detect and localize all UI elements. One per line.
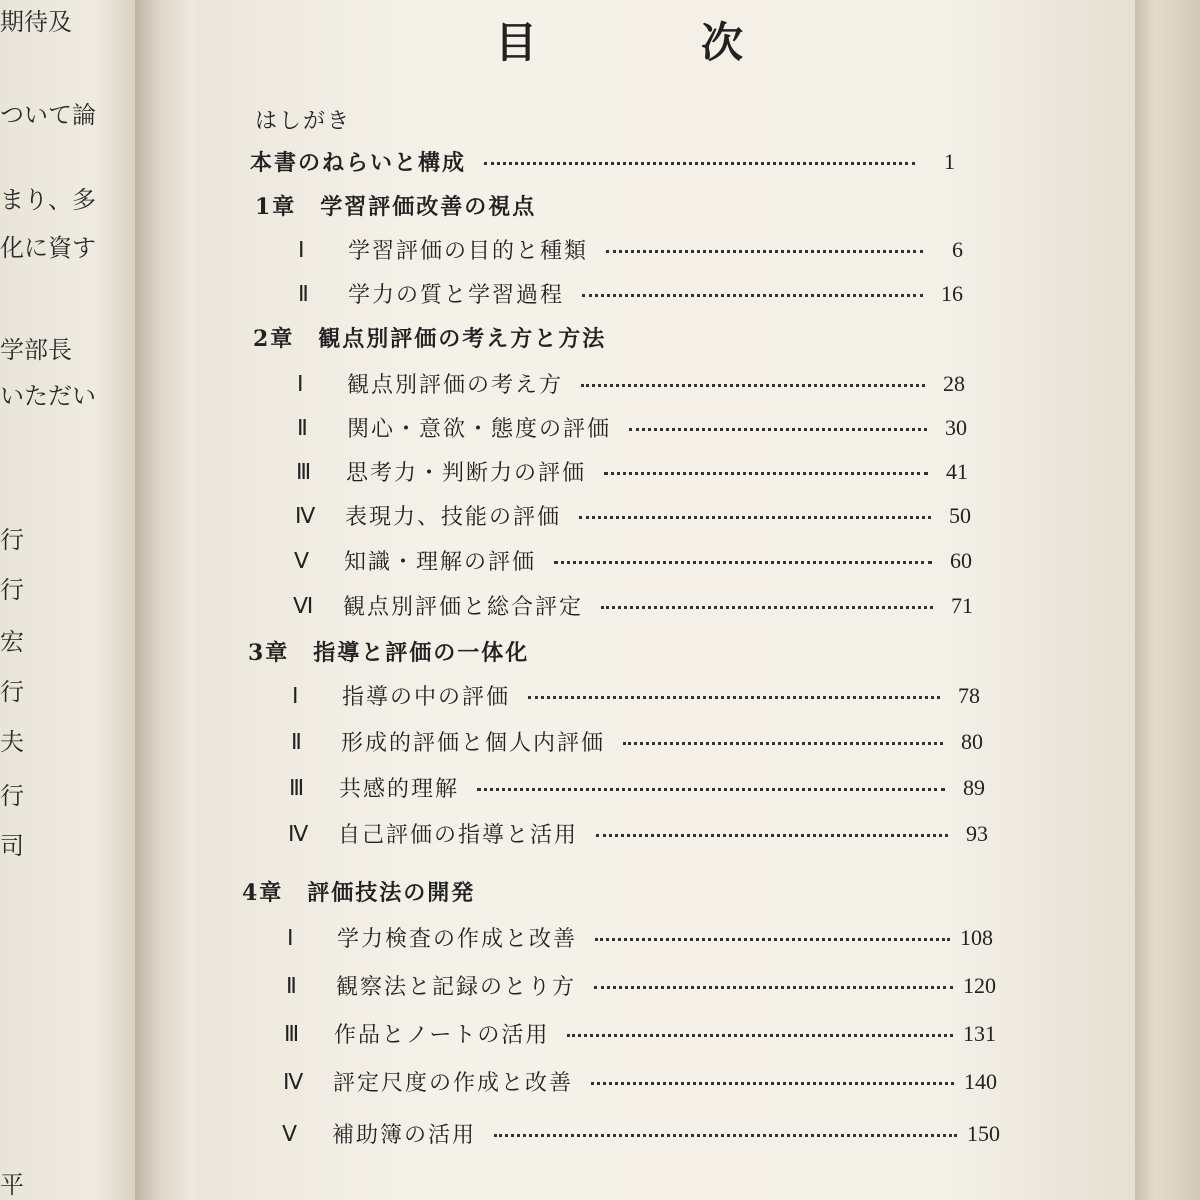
leader-dots bbox=[494, 1134, 957, 1137]
section-label: 自己評価の指導と活用 bbox=[338, 823, 579, 848]
toc-section bbox=[287, 922, 993, 953]
leader-dots bbox=[582, 294, 923, 297]
page-number: 71 bbox=[951, 592, 973, 618]
left-fragment: いただい bbox=[0, 382, 96, 410]
left-fragment: 行 bbox=[0, 526, 24, 554]
section-number: Ⅳ bbox=[283, 1068, 304, 1094]
section-number: Ⅰ bbox=[287, 924, 294, 950]
section-number: Ⅱ bbox=[286, 972, 297, 998]
page-number: 1 bbox=[944, 148, 955, 174]
toc-entry-preface bbox=[255, 104, 351, 135]
page-number: 6 bbox=[952, 236, 963, 262]
section-label: 表現力、技能の評価 bbox=[345, 505, 562, 530]
left-fragment: 司 bbox=[0, 832, 24, 860]
chapter-heading: 3章 指導と評価の一体化 bbox=[248, 640, 530, 666]
section-number: Ⅰ bbox=[292, 682, 299, 708]
toc-section bbox=[296, 456, 968, 487]
section-label: 観点別評価の考え方 bbox=[347, 373, 564, 398]
page-number: 60 bbox=[950, 547, 972, 573]
toc-title-char: 目 bbox=[495, 18, 540, 67]
left-fragment: 宏 bbox=[0, 628, 24, 656]
toc-section bbox=[297, 412, 967, 443]
toc-entry-label: 本書のねらいと構成 bbox=[250, 150, 467, 176]
leader-dots bbox=[528, 696, 940, 699]
leader-dots bbox=[567, 1034, 953, 1037]
section-label: 観点別評価と総合評定 bbox=[343, 595, 584, 620]
chapter-heading: 4章 評価技法の開発 bbox=[242, 880, 476, 906]
section-label: 補助簿の活用 bbox=[332, 1123, 477, 1148]
section-label: 学力の質と学習過程 bbox=[348, 283, 565, 308]
section-label: 評定尺度の作成と改善 bbox=[333, 1071, 574, 1096]
page-number: 93 bbox=[966, 820, 988, 846]
leader-dots bbox=[629, 428, 927, 431]
section-number: Ⅳ bbox=[295, 502, 316, 528]
leader-dots bbox=[477, 788, 945, 791]
left-fragment: 学部長 bbox=[0, 336, 72, 364]
section-number: Ⅱ bbox=[298, 280, 309, 306]
section-number: Ⅲ bbox=[289, 774, 305, 800]
section-label: 観察法と記録のとり方 bbox=[336, 975, 577, 1000]
toc-section bbox=[295, 500, 971, 531]
section-label: 学習評価の目的と種類 bbox=[348, 239, 589, 264]
toc-title-char: 次 bbox=[700, 18, 745, 67]
section-label: 知識・理解の評価 bbox=[344, 550, 537, 575]
section-label: 共感的理解 bbox=[339, 777, 460, 802]
section-label: 思考力・判断力の評価 bbox=[346, 461, 587, 486]
section-label: 学力検査の作成と改善 bbox=[337, 927, 578, 952]
page-number: 89 bbox=[963, 774, 985, 800]
page-number: 50 bbox=[949, 502, 971, 528]
page-number: 150 bbox=[967, 1120, 1000, 1146]
leader-dots bbox=[554, 561, 932, 564]
page-number: 28 bbox=[943, 370, 965, 396]
leader-dots bbox=[623, 742, 943, 745]
toc-section bbox=[294, 545, 972, 576]
left-fragment: ついて論 bbox=[0, 101, 96, 129]
toc-section bbox=[283, 1066, 997, 1097]
toc-section bbox=[293, 590, 973, 621]
toc-section bbox=[298, 278, 963, 309]
left-fragment: 行 bbox=[0, 576, 24, 604]
leader-dots bbox=[604, 472, 928, 475]
leader-dots bbox=[601, 606, 933, 609]
leader-dots bbox=[596, 834, 948, 837]
leader-dots bbox=[606, 250, 923, 253]
section-label: 関心・意欲・態度の評価 bbox=[347, 417, 612, 442]
left-fragment: まり、多 bbox=[0, 186, 96, 214]
toc-section bbox=[291, 726, 983, 757]
section-label: 指導の中の評価 bbox=[342, 685, 511, 710]
toc-section bbox=[297, 368, 965, 399]
leader-dots bbox=[591, 1082, 954, 1085]
page-number: 108 bbox=[960, 924, 993, 950]
page-number: 120 bbox=[963, 972, 996, 998]
section-label: 形成的評価と個人内評価 bbox=[341, 731, 606, 756]
section-number: Ⅳ bbox=[288, 820, 309, 846]
left-fragment: 行 bbox=[0, 782, 24, 810]
toc-section bbox=[289, 772, 985, 803]
section-number: Ⅲ bbox=[296, 458, 312, 484]
page-number: 131 bbox=[963, 1020, 996, 1046]
toc-section bbox=[298, 234, 963, 265]
page-number: 78 bbox=[958, 682, 980, 708]
section-number: Ⅲ bbox=[284, 1020, 300, 1046]
page-number: 140 bbox=[964, 1068, 997, 1094]
leader-dots bbox=[595, 938, 950, 941]
left-fragment: 化に資す bbox=[0, 234, 96, 262]
section-number: Ⅴ bbox=[282, 1120, 298, 1146]
section-number: Ⅵ bbox=[293, 592, 314, 618]
section-label: 作品とノートの活用 bbox=[334, 1023, 550, 1048]
section-number: Ⅱ bbox=[297, 414, 308, 440]
toc-section bbox=[288, 818, 988, 849]
chapter-heading: 1章 学習評価改善の視点 bbox=[255, 194, 537, 220]
toc-section bbox=[284, 1018, 996, 1049]
toc-section bbox=[282, 1118, 1000, 1149]
page-number: 80 bbox=[961, 728, 983, 754]
toc-section bbox=[292, 680, 980, 711]
section-number: Ⅰ bbox=[297, 370, 304, 396]
toc-section bbox=[286, 970, 996, 1001]
leader-dots bbox=[484, 162, 915, 165]
page-number: 30 bbox=[945, 414, 967, 440]
left-fragment: 期待及 bbox=[0, 8, 72, 36]
left-fragment: 行 bbox=[0, 678, 24, 706]
leader-dots bbox=[581, 384, 925, 387]
section-number: Ⅰ bbox=[298, 236, 305, 262]
left-fragment: 夫 bbox=[0, 728, 24, 756]
chapter-heading: 2章 観点別評価の考え方と方法 bbox=[253, 326, 607, 352]
page-number: 41 bbox=[946, 458, 968, 484]
toc-entry-intro bbox=[250, 146, 955, 177]
left-fragment: 平 bbox=[0, 1171, 24, 1199]
section-number: Ⅱ bbox=[291, 728, 302, 754]
leader-dots bbox=[594, 986, 953, 989]
leader-dots bbox=[579, 516, 931, 519]
section-number: Ⅴ bbox=[294, 547, 310, 573]
page-number: 16 bbox=[941, 280, 963, 306]
toc-entry-label: はしがき bbox=[255, 109, 352, 134]
